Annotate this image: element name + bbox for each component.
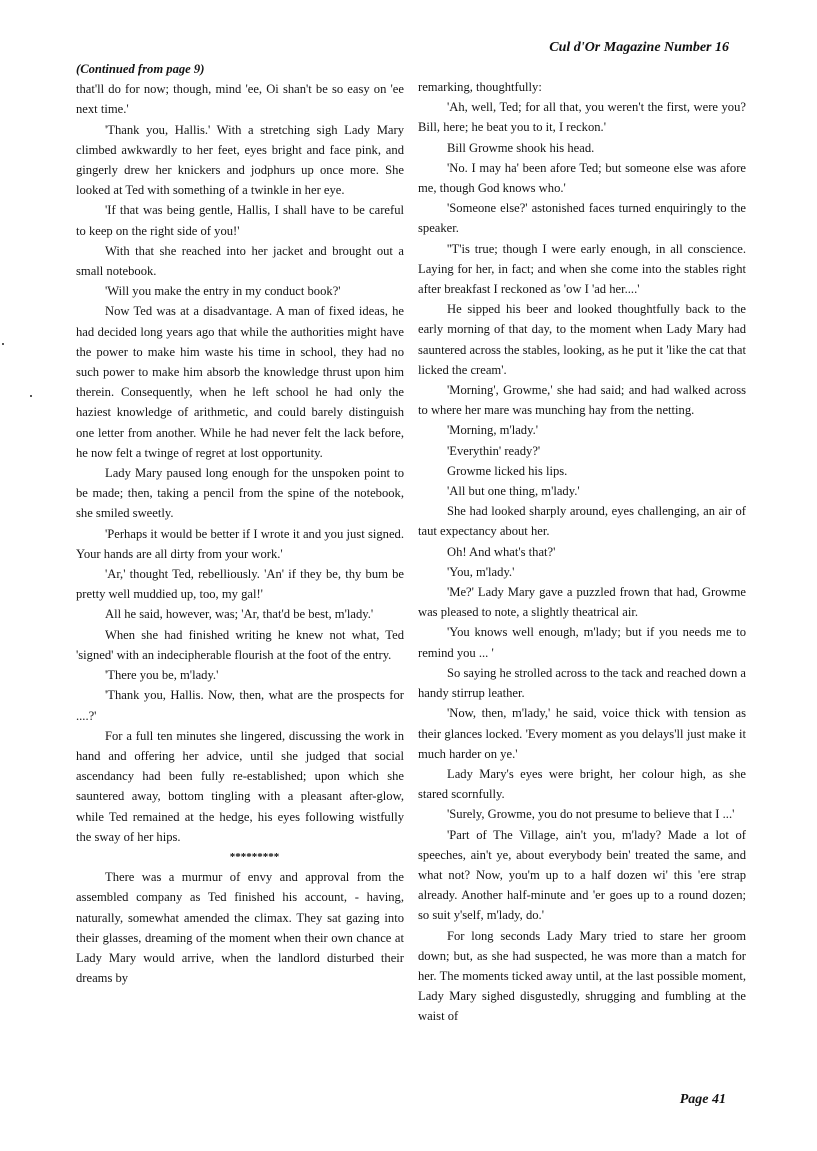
paragraph: Oh! And what's that?' <box>447 544 556 559</box>
paragraph: 'Morning', Growme,' she had said; and had walked across to where her mare was munching hay from the netting. <box>418 383 746 418</box>
paragraph: 'Everythin' ready?' <box>447 443 541 458</box>
paragraph: 'Now, then, m'lady,' he said, voice thick with tension as their glances locked. 'Every moment as you delays'll just make it much harder on ye.' <box>418 706 746 761</box>
magazine-header: Cul d'Or Magazine Number 16 <box>549 40 729 55</box>
paragraph: He sipped his beer and looked thoughtfully back to the early morning of that day, to the moment when Lady Mary had sauntered across the stables, looking, as he put it 'like the cat that licked the cream'. <box>418 302 746 377</box>
paragraph: Growme licked his lips. <box>447 463 568 478</box>
paragraph: Lady Mary paused long enough for the unspoken point to be made; then, taking a pencil from the spine of the notebook, she smiled sweetly. <box>76 466 404 521</box>
paragraph: 'Part of The Village, ain't you, m'lady? Made a lot of speeches, ain't ye, about everybody bein' treated the same, and what not? Now, you'm up to a half dozen wi' this 'ere strap already. Another half-minute and 'er goes up to a round dozen; so suit y'self, m'lady, do.' <box>418 827 746 923</box>
continued-note: (Continued from page 9) <box>76 62 205 76</box>
paragraph: All he said, however, was; 'Ar, that'd be best, m'lady.' <box>105 607 374 622</box>
paragraph: 'If that was being gentle, Hallis, I shall have to be careful to keep on the right side of you!' <box>76 203 404 238</box>
paragraph: 'Me?' Lady Mary gave a puzzled frown that had, Growme was pleased to note, a slightly theatrical air. <box>418 585 746 620</box>
paragraph: 'Perhaps it would be better if I wrote it and you just signed. Your hands are all dirty from your work.' <box>76 526 404 561</box>
paragraph: For a full ten minutes she lingered, discussing the work in hand and offering her advice, until she judged that social ascendancy had been fully re-established; upon which she sauntered away, bottom tingling with a pleasant after-glow, while Ted remained at the hedge, his eyes following wistfully the sway of her hips. <box>76 728 404 844</box>
paragraph: 'Thank you, Hallis. Now, then, what are the prospects for ....?' <box>76 688 404 723</box>
paragraph: When she had finished writing he knew not what, Ted 'signed' with an indecipherable flourish at the foot of the entry. <box>76 627 404 662</box>
paragraph: 'Thank you, Hallis.' With a stretching sigh Lady Mary climbed awkwardly to her feet, eyes bright and face pink, and gingerly drew her knickers and jodphurs up once more. She looked at Ted with something of a twinkle in her eye. <box>76 122 404 198</box>
paragraph: 'Morning, m'lady.' <box>447 423 538 438</box>
paragraph: Now Ted was at a disadvantage. A man of fixed ideas, he had decided long years ago that while the authorities might have the power to make him waste his time in school, they had no such power to make him absorb the knowledge thrust upon him therein. Consequently, when he left school he had only the haziest knowledge of arithmetic, and could barely distinguish one letter from another. While he had never felt the lack before, he now felt a twinge of regret at lost opportunity. <box>76 304 404 460</box>
paragraph: She had looked sharply around, eyes challenging, an air of taut expectancy about her. <box>418 504 746 539</box>
paragraph: Lady Mary's eyes were bright, her colour high, as she stared scornfully. <box>418 766 746 802</box>
paragraph: 'All but one thing, m'lady.' <box>447 484 580 499</box>
paragraph: 'There you be, m'lady.' <box>105 668 219 683</box>
scan-speck <box>30 395 32 397</box>
scan-speck <box>2 343 4 345</box>
paragraph: remarking, thoughtfully: <box>418 80 542 94</box>
paragraph: 'No. I may ha' been afore Ted; but someone else was afore me, though God knows who.' <box>418 160 746 196</box>
paragraph: With that she reached into her jacket and brought out a small notebook. <box>76 243 404 279</box>
right-column <box>418 77 746 1027</box>
paragraph: 'Ah, well, Ted; for all that, you weren't the first, were you? Bill, here; he beat you to it, I reckon.' <box>418 100 746 135</box>
paragraph: 'Someone else?' astonished faces turned enquiringly to the speaker. <box>418 201 746 236</box>
paragraph: Bill Growme shook his head. <box>447 140 595 155</box>
paragraph: 'You knows well enough, m'lady; but if you needs me to remind you ... ' <box>418 625 746 660</box>
paragraph: that'll do for now; though, mind 'ee, Oi shan't be so easy on 'ee next time.' <box>76 82 404 117</box>
page-number: Page 41 <box>679 1092 726 1107</box>
paragraph: 'Surely, Growme, you do not presume to believe that I ...' <box>447 807 735 822</box>
paragraph: 'Will you make the entry in my conduct book?' <box>105 284 341 299</box>
paragraph: 'Ar,' thought Ted, rebelliously. 'An' if they be, thy bum be pretty well muddied up, too, my gal!' <box>76 567 404 602</box>
paragraph: There was a murmur of envy and approval from the assembled company as Ted finished his account, - having, naturally, somewhat amended the climax. They sat gazing into their glasses, dreaming of the moment when their own chance at Lady Mary would arrive, when the landlord disturbed their dreams by <box>76 870 404 986</box>
paragraph: 'You, m'lady.' <box>447 564 515 579</box>
paragraph: So saying he strolled across to the tack and reached down a handy stirrup leather. <box>418 665 747 701</box>
left-column <box>76 59 404 988</box>
paragraph: ''T'is true; though I were early enough, in all conscience. Laying for her, in fact; and when she come into the stables right after breakfast I reckoned as 'ow I 'ad her....' <box>418 241 746 297</box>
section-separator: ********* <box>229 850 280 863</box>
paragraph: For long seconds Lady Mary tried to stare her groom down; but, as she had suspected, he was more than a match for her. The moments ticked away until, at the last possible moment, Lady Mary sighed disgustedly, shrugging and fumbling at the waist of <box>418 928 746 1024</box>
